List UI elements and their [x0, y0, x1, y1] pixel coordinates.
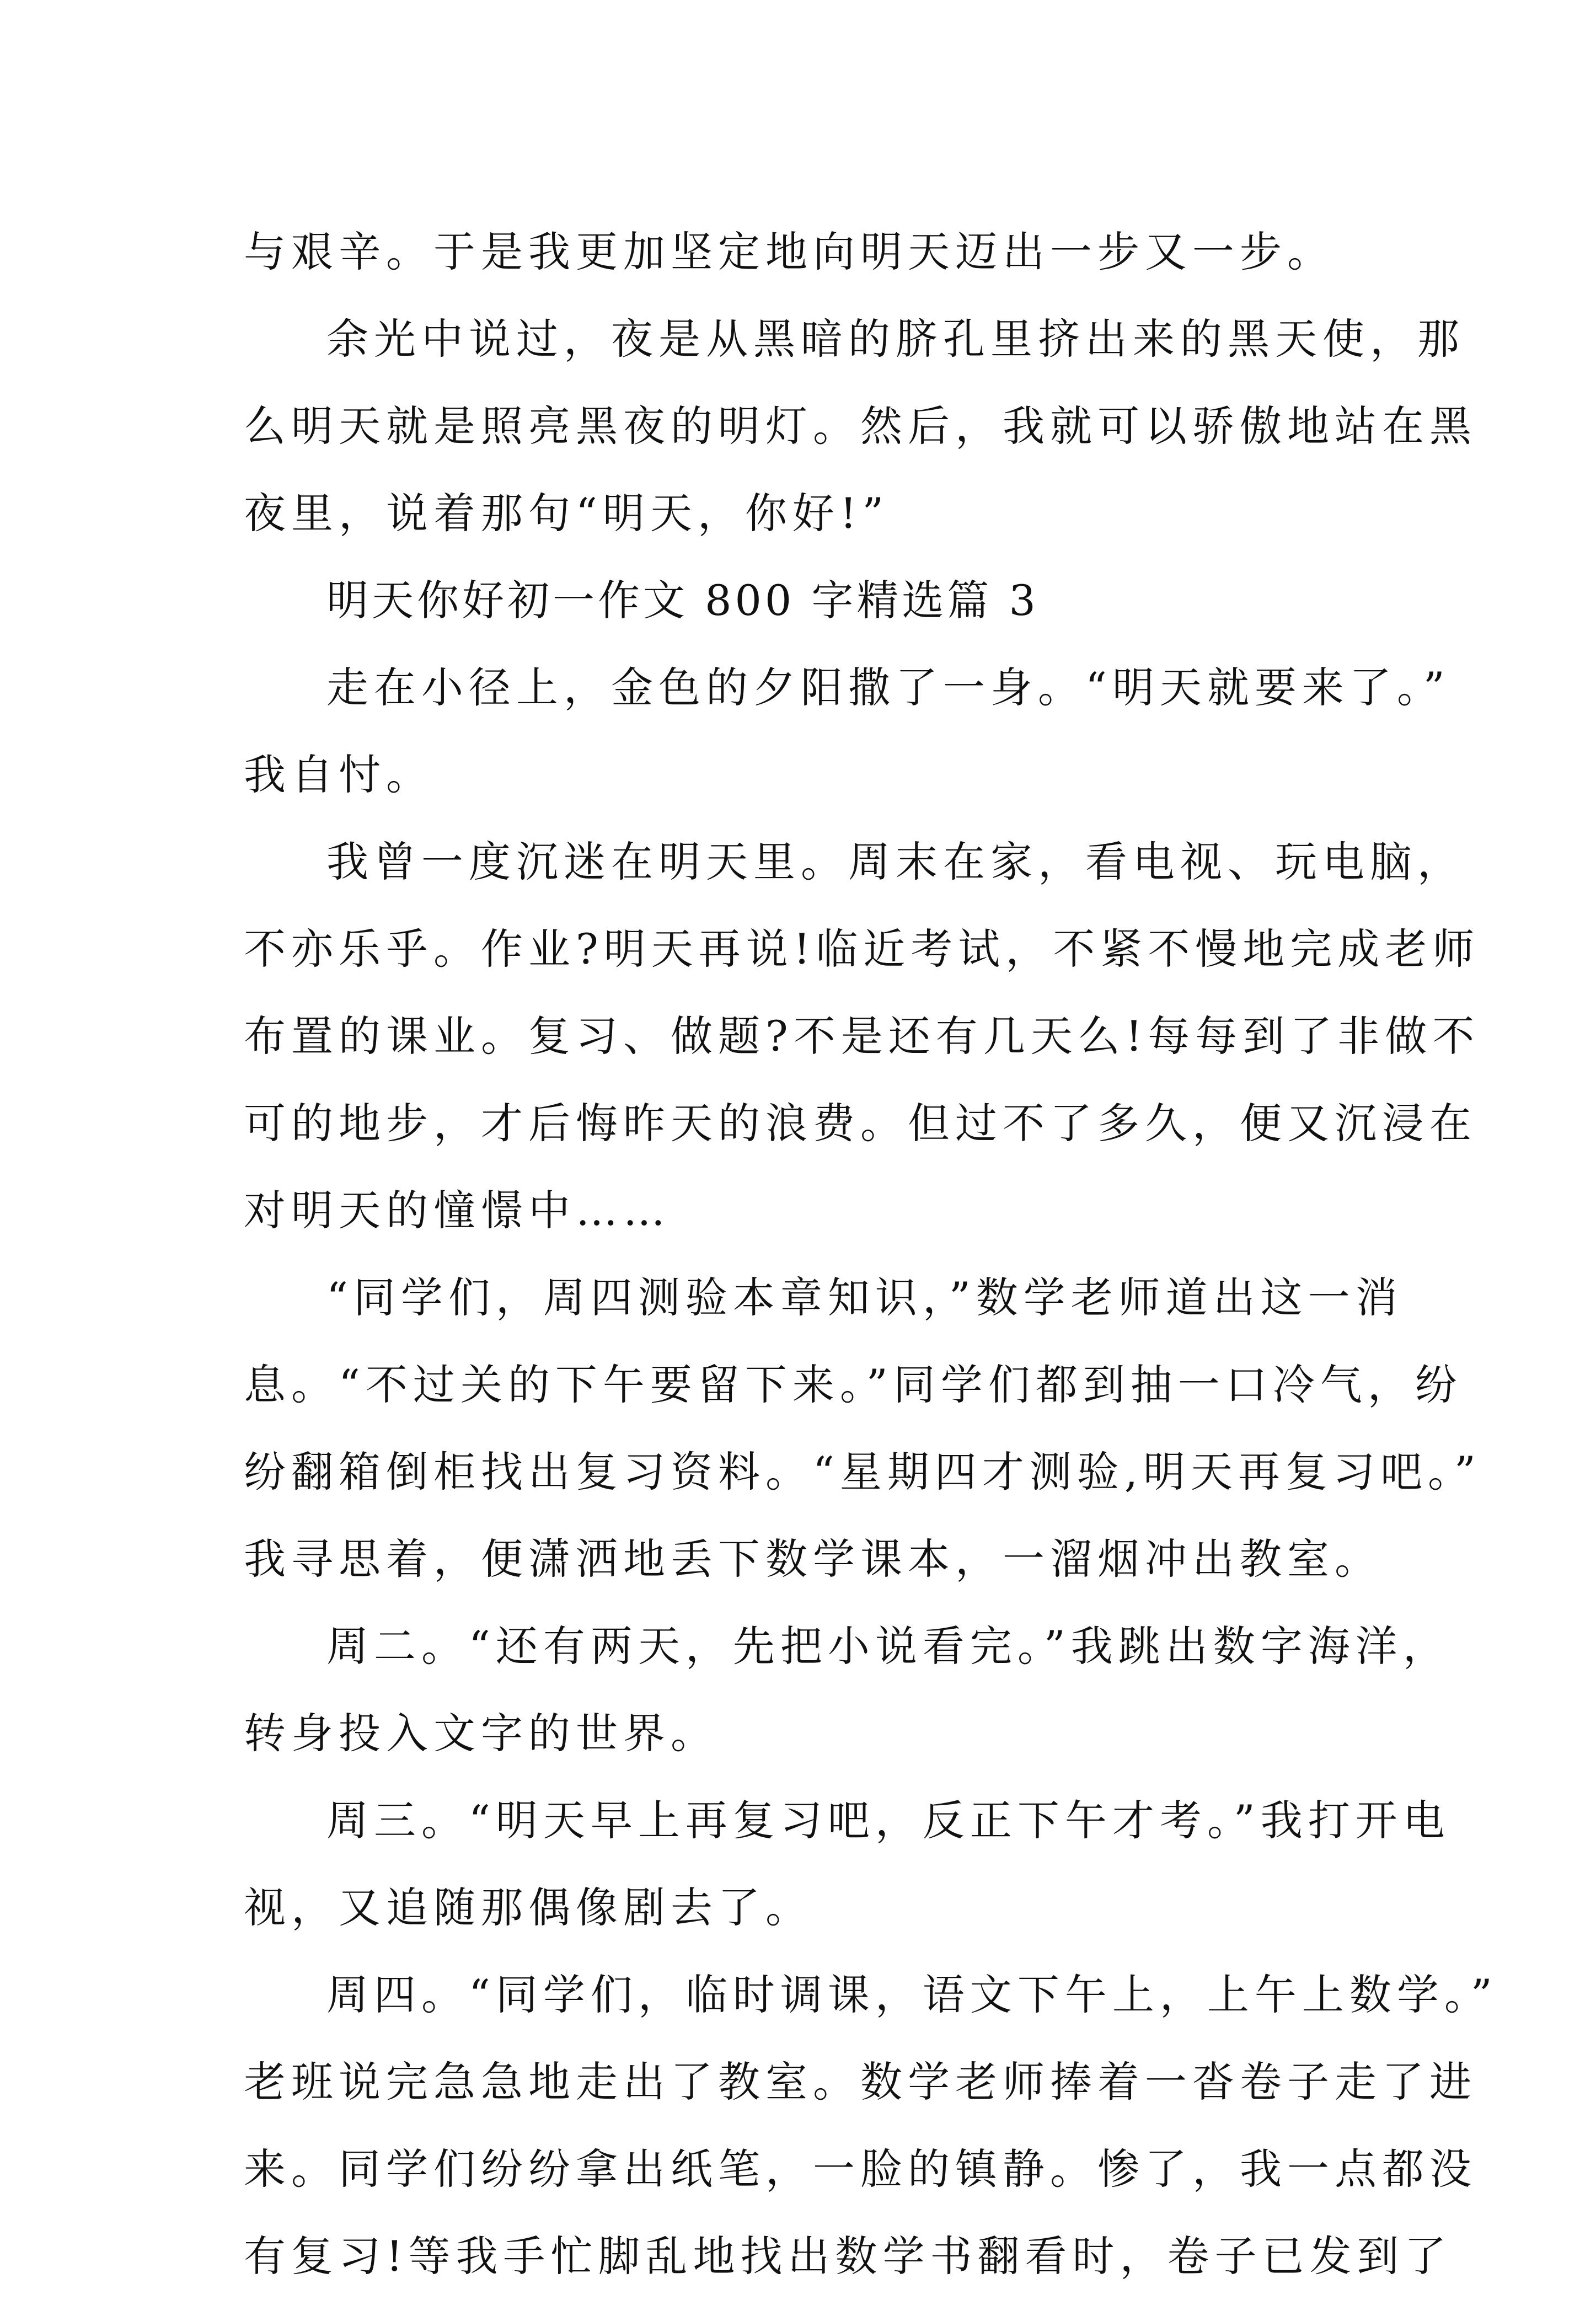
- text-line: 我曾一度沉迷在明天里。周末在家，看电视、玩电脑，: [326, 837, 1465, 886]
- text-line: 纷翻箱倒柜找出复习资料。“星期四才测验,明天再复习吧。”: [244, 1447, 1481, 1496]
- text-line: 我自忖。: [244, 750, 433, 799]
- text-line: 余光中说过，夜是从黑暗的脐孔里挤出来的黑天使，那: [326, 314, 1465, 363]
- section-heading: 明天你好初一作文 800 字精选篇 3: [326, 576, 1039, 625]
- text-line: 我寻思着，便潇洒地丢下数学课本，一溜烟冲出教室。: [244, 1534, 1382, 1584]
- text-line: 老班说完急急地走出了教室。数学老师捧着一沓卷子走了进: [244, 2057, 1477, 2106]
- text-line: 周四。“同学们，临时调课，语文下午上，上午上数学。”: [326, 1970, 1498, 2019]
- text-line: 夜里，说着那句“明天，你好!”: [244, 489, 890, 538]
- text-line: 转身投入文字的世界。: [244, 1709, 718, 1758]
- text-line: 息。“不过关的下午要留下来。”同学们都到抽一口冷气，纷: [244, 1360, 1463, 1409]
- text-line: 么明天就是照亮黑夜的明灯。然后，我就可以骄傲地站在黑: [244, 402, 1477, 451]
- text-line: 来。同学们纷纷拿出纸笔，一脸的镇静。惨了，我一点都没: [244, 2144, 1477, 2194]
- text-line: 周二。“还有两天，先把小说看完。”我跳出数字海洋，: [326, 1622, 1450, 1671]
- text-line: 视，又追随那偶像剧去了。: [244, 1883, 813, 1932]
- text-line: 可的地步，才后悔昨天的浪费。但过不了多久，便又沉浸在: [244, 1099, 1477, 1148]
- text-line: 周三。“明天早上再复习吧，反正下午才考。”我打开电: [326, 1796, 1450, 1845]
- text-line: 对明天的憧憬中……: [244, 1186, 671, 1235]
- text-line: 与艰辛。于是我更加坚定地向明天迈出一步又一步。: [244, 227, 1335, 276]
- text-line: 有复习!等我手忙脚乱地找出数学书翻看时，卷子已发到了: [244, 2232, 1452, 2281]
- text-line: “同学们，周四测验本章知识，”数学老师道出这一消: [326, 1273, 1403, 1322]
- text-line: 布置的课业。复习、做题?不是还有几天么!每每到了非做不: [244, 1012, 1480, 1061]
- text-line: 不亦乐乎。作业?明天再说!临近考试，不紧不慢地完成老师: [244, 924, 1480, 974]
- document-body: [244, 208, 1498, 2300]
- text-line: 走在小径上，金色的夕阳撒了一身。“明天就要来了。”: [326, 663, 1450, 712]
